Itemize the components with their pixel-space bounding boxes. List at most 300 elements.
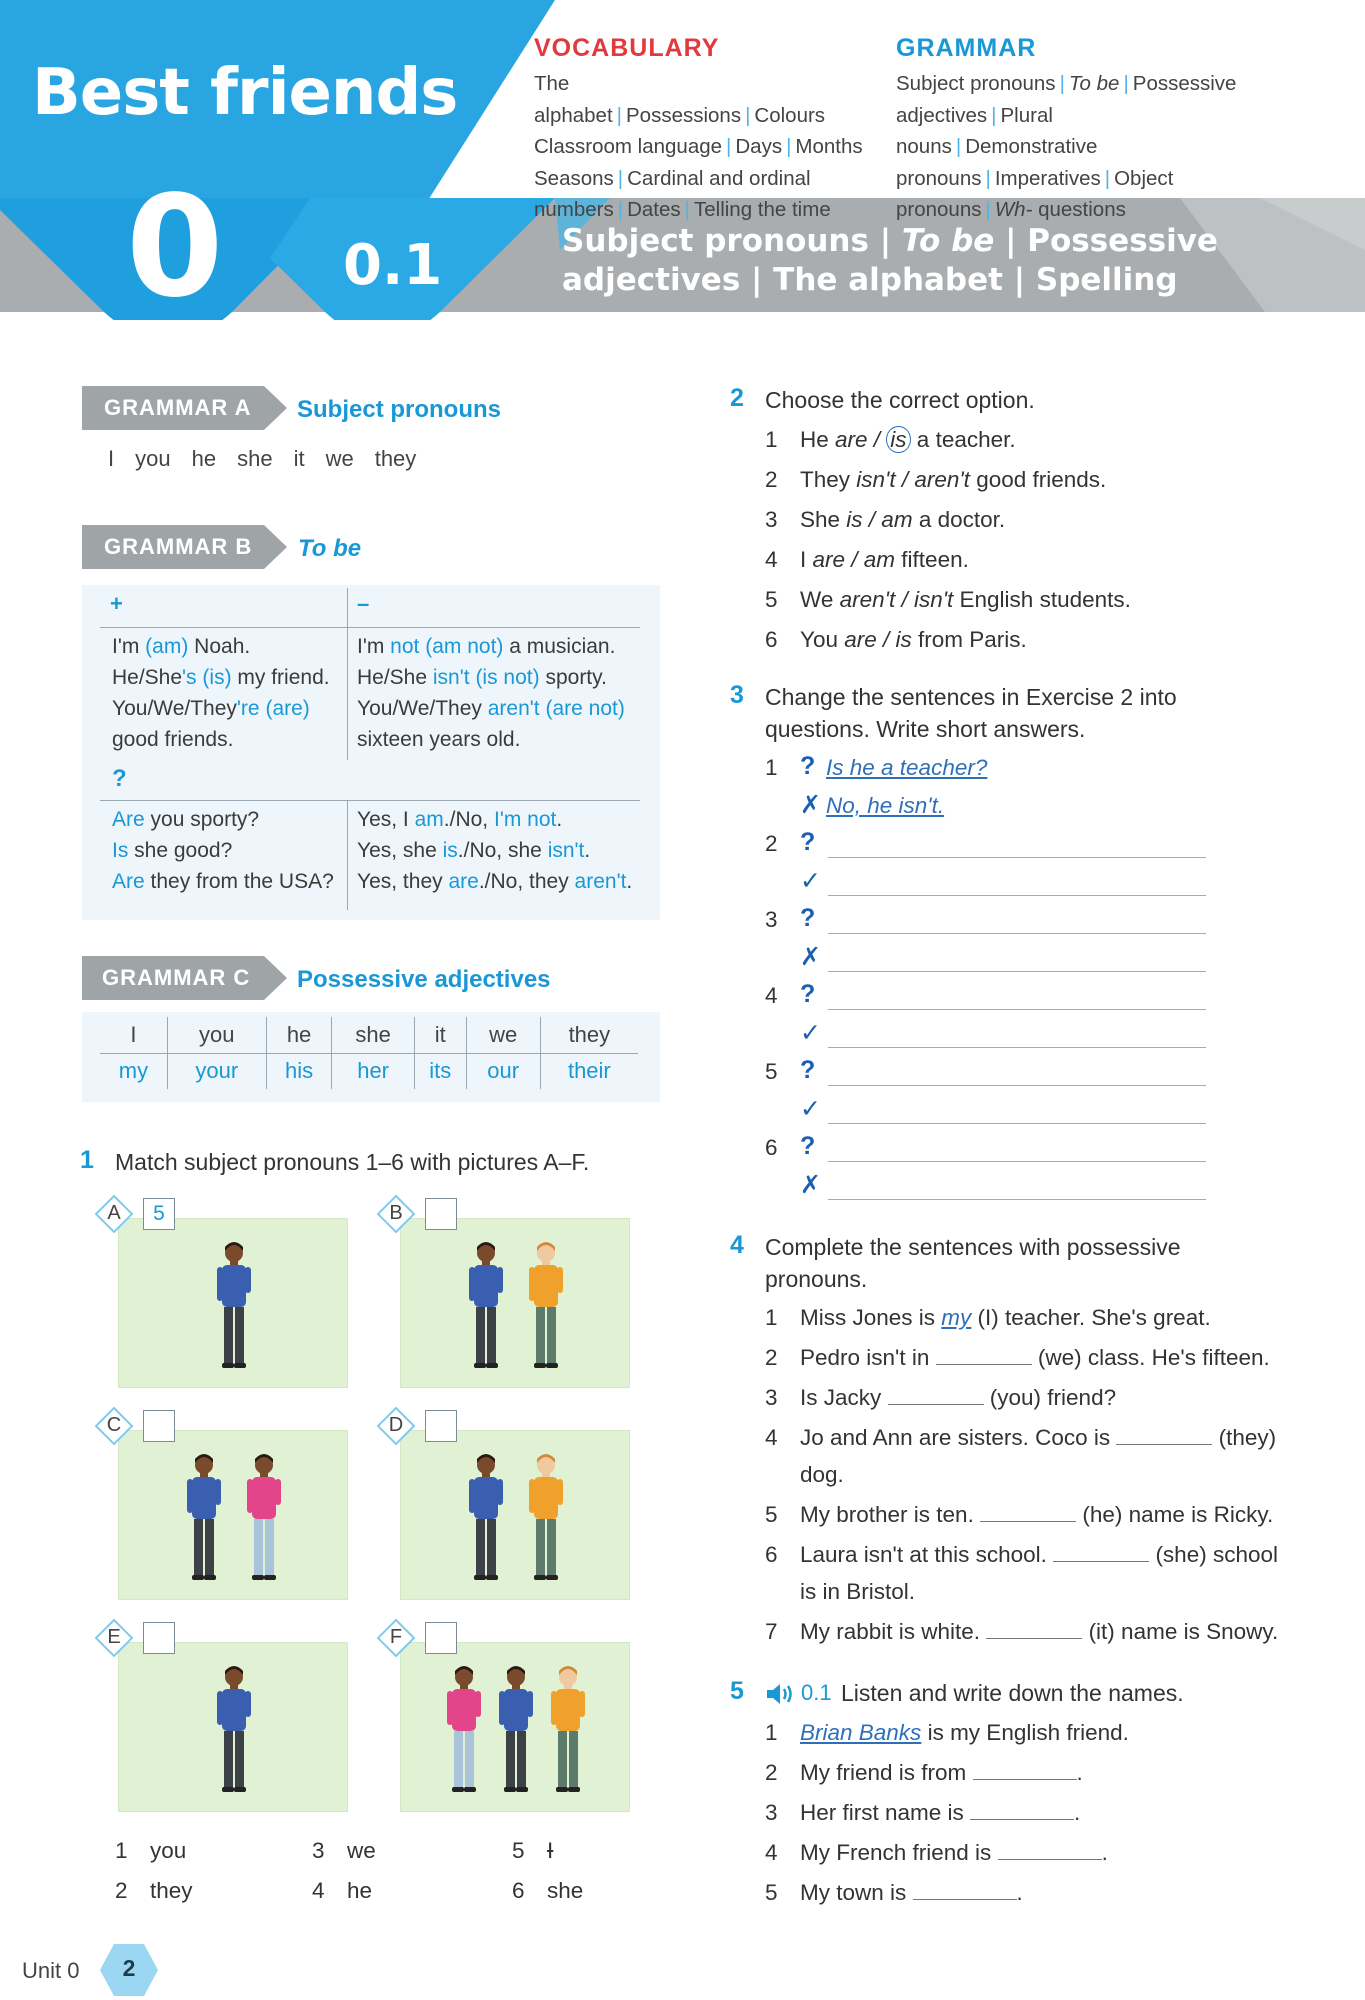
vocabulary-topic: The alphabet bbox=[534, 72, 613, 127]
verb-form: 's bbox=[182, 666, 197, 689]
verb-form: Are bbox=[112, 808, 145, 831]
question-mark-symbol: ? bbox=[800, 904, 816, 932]
separator: | bbox=[991, 103, 997, 127]
exercise-3-instruction bbox=[765, 681, 1177, 745]
option-number: 2 bbox=[115, 1878, 128, 1903]
table-divider bbox=[100, 800, 640, 801]
item-text bbox=[800, 1343, 1270, 1373]
item-text bbox=[800, 505, 1005, 535]
grammar-c-tag: GRAMMAR C bbox=[102, 965, 251, 990]
item-text bbox=[800, 1423, 1276, 1453]
item-number: 5 bbox=[765, 1059, 778, 1084]
subject-pronoun: you bbox=[135, 446, 171, 471]
item-number: 5 bbox=[765, 1502, 778, 1527]
subject-pronoun-cell: she bbox=[332, 1017, 414, 1053]
possessive-adjective-cell: your bbox=[167, 1053, 266, 1089]
grammar-b-tag: GRAMMAR B bbox=[104, 534, 253, 559]
exercise-2-instruction: Choose the correct option. bbox=[765, 387, 1035, 413]
grammar-line bbox=[896, 194, 1246, 226]
lesson-title-to-be: To be bbox=[901, 223, 995, 259]
text-run: good friends. bbox=[112, 728, 234, 751]
item-number: 1 bbox=[765, 1720, 778, 1745]
lesson-number: 0.1 bbox=[343, 233, 443, 298]
possessive-adjectives-table bbox=[100, 1017, 638, 1089]
answer-blank[interactable] bbox=[998, 1840, 1102, 1860]
subject-pronoun: it bbox=[293, 446, 305, 471]
text-run: sporty. bbox=[539, 666, 607, 689]
item-text bbox=[800, 1718, 1129, 1748]
possessive-adjective-cell: their bbox=[567, 1058, 611, 1084]
separator: | bbox=[617, 198, 624, 221]
separator: | bbox=[684, 198, 690, 221]
text-run: you sporty? bbox=[144, 808, 260, 831]
to-be-short-answers bbox=[357, 804, 632, 897]
item-text bbox=[800, 1878, 1023, 1908]
grammar-topic: Demonstrative bbox=[965, 135, 1098, 158]
audio-icon[interactable] bbox=[765, 1681, 795, 1707]
text-run: Pedro isn't in bbox=[800, 1345, 936, 1370]
answer-blank[interactable] bbox=[970, 1800, 1074, 1820]
exercise-1-number: 1 bbox=[80, 1146, 94, 1174]
item-number-text: 1 bbox=[765, 755, 778, 780]
picture-letter: F bbox=[389, 1626, 403, 1648]
text-run: Noah. bbox=[188, 635, 251, 658]
table-line bbox=[112, 631, 330, 662]
grammar-topic: adjectives bbox=[896, 103, 988, 127]
verb-form: not bbox=[390, 635, 420, 658]
people-illustration bbox=[401, 1431, 631, 1601]
text-run: ./No, she bbox=[457, 839, 548, 862]
item-number: 4 bbox=[765, 1840, 778, 1865]
vocabulary-topic: Days bbox=[735, 135, 783, 158]
unit-number: 0 bbox=[126, 166, 224, 329]
item-text bbox=[800, 585, 1131, 615]
text-run: I'm bbox=[112, 635, 146, 658]
tick-mark-symbol: ✓ bbox=[800, 867, 821, 895]
verb-form: am bbox=[414, 808, 444, 831]
table-line bbox=[112, 662, 330, 693]
subject-pronoun-cell: we bbox=[466, 1017, 540, 1053]
text-run: she good? bbox=[128, 839, 233, 862]
exercise-5-instruction: Listen and write down the names. bbox=[841, 1680, 1184, 1706]
text-run: . bbox=[556, 808, 563, 831]
answer-write-line[interactable] bbox=[828, 1199, 1206, 1200]
item-number: 2 bbox=[765, 831, 778, 856]
tick-mark-symbol: ✓ bbox=[800, 1095, 821, 1123]
audio-track-number: 0.1 bbox=[801, 1680, 832, 1705]
item-text bbox=[800, 1383, 1116, 1413]
exercise-4-number: 4 bbox=[730, 1231, 744, 1259]
subject-pronoun: he bbox=[191, 446, 217, 471]
question-write-line[interactable] bbox=[828, 1161, 1206, 1162]
text-run: fifteen. bbox=[895, 547, 969, 572]
example-question: Is he a teacher? bbox=[826, 755, 988, 780]
picture-letter: C bbox=[106, 1414, 122, 1436]
text-run: He bbox=[800, 427, 836, 452]
item-number: 1 bbox=[765, 427, 778, 452]
picture-letter: D bbox=[388, 1414, 404, 1436]
example-answer: Brian Banks bbox=[800, 1720, 922, 1745]
vocabulary-topic: Seasons bbox=[534, 166, 614, 190]
option-choice[interactable]: is / am bbox=[846, 507, 913, 532]
negative-symbol: – bbox=[357, 591, 370, 616]
vocabulary-line bbox=[534, 163, 864, 195]
grammar-line bbox=[896, 163, 1246, 195]
verb-form: (are not) bbox=[545, 697, 625, 720]
item-number: 6 bbox=[765, 1542, 778, 1567]
grammar-topic: Plural nouns bbox=[896, 103, 1053, 158]
item-number: 3 bbox=[765, 907, 778, 932]
table-line bbox=[357, 866, 632, 897]
table-line bbox=[357, 835, 632, 866]
verb-form: are bbox=[448, 870, 479, 893]
lesson-title bbox=[562, 222, 1218, 300]
grammar-topic: Subject pronouns bbox=[896, 72, 1056, 95]
table-divider bbox=[100, 627, 640, 628]
exercise-4-instruction-line1: Complete the sentences with possessive bbox=[765, 1234, 1181, 1260]
possessive-adjective-cell: our bbox=[466, 1053, 540, 1089]
picture-b bbox=[400, 1218, 630, 1388]
text-run: Jo and Ann are sisters. Coco is bbox=[800, 1425, 1117, 1450]
lesson-title-line1: Subject pronouns | To be | Possessive bbox=[562, 223, 1218, 259]
item-text bbox=[800, 1617, 1278, 1647]
option-choice[interactable]: aren't / isn't bbox=[839, 587, 954, 612]
text-run: She bbox=[800, 507, 847, 532]
possessive-adjective-cell: its bbox=[414, 1053, 466, 1089]
text-run: (you) friend? bbox=[983, 1385, 1117, 1410]
text-run: . bbox=[584, 839, 591, 862]
text-run: You/We/They bbox=[112, 697, 237, 720]
text-run: (he) name is Ricky. bbox=[1076, 1502, 1274, 1527]
separator: | bbox=[985, 198, 991, 221]
answer-box[interactable] bbox=[425, 1198, 457, 1230]
item-text bbox=[800, 1838, 1108, 1868]
table-line bbox=[112, 804, 334, 835]
verb-form: (is not) bbox=[475, 666, 540, 689]
item-number: 2 bbox=[765, 1345, 778, 1370]
item-number: 6 bbox=[765, 1135, 778, 1160]
text-run: They bbox=[800, 467, 857, 492]
table-line bbox=[357, 631, 625, 662]
option-choice[interactable]: are / am bbox=[812, 547, 896, 572]
verb-form: (is) bbox=[202, 666, 232, 689]
text-run: You/We/They bbox=[357, 697, 488, 720]
picture-c bbox=[118, 1430, 348, 1600]
exercise-2-number: 2 bbox=[730, 384, 744, 412]
item-text bbox=[800, 425, 1016, 455]
table-line bbox=[357, 724, 625, 755]
grammar-topic: pronouns bbox=[896, 198, 982, 221]
text-run: . bbox=[1076, 1760, 1083, 1785]
answer-box[interactable]: 5 bbox=[143, 1198, 175, 1230]
table-column-divider bbox=[347, 800, 348, 910]
people-illustration bbox=[119, 1219, 349, 1389]
subject-pronoun: I bbox=[108, 446, 115, 471]
answer-blank[interactable] bbox=[1116, 1425, 1212, 1445]
verb-form: (am not) bbox=[425, 635, 504, 658]
exercise-5-number: 5 bbox=[730, 1677, 744, 1705]
text-run: Her first name is bbox=[800, 1800, 971, 1825]
exercise-3-instruction-line2: questions. Write short answers. bbox=[765, 716, 1086, 742]
text-run: . bbox=[1101, 1840, 1108, 1865]
text-run: they from the USA? bbox=[144, 870, 334, 893]
item-text bbox=[800, 1798, 1080, 1828]
subject-pronoun: she bbox=[237, 446, 273, 471]
separator: | bbox=[786, 135, 792, 158]
text-run: Laura isn't at this school. bbox=[800, 1542, 1054, 1567]
answer-box[interactable] bbox=[143, 1410, 175, 1442]
grammar-topic: pronouns bbox=[896, 166, 982, 190]
answer-blank[interactable] bbox=[986, 1619, 1082, 1639]
text-run: . bbox=[1016, 1880, 1023, 1905]
verb-form: 're bbox=[236, 697, 260, 720]
text-run: My town is bbox=[800, 1880, 913, 1905]
picture-letter: A bbox=[107, 1202, 121, 1224]
cross-mark-symbol: ✗ bbox=[800, 791, 821, 819]
text-run: English students. bbox=[953, 587, 1131, 612]
table-line bbox=[357, 662, 625, 693]
exercise-3-number: 3 bbox=[730, 681, 744, 709]
to-be-negative bbox=[357, 631, 625, 755]
item-number: 3 bbox=[765, 1385, 778, 1410]
separator: | bbox=[1104, 166, 1111, 190]
option-number: 3 bbox=[312, 1838, 325, 1863]
option-word: you bbox=[150, 1838, 187, 1863]
text-run: (she) school bbox=[1149, 1542, 1278, 1567]
vocabulary-topic: Possessions bbox=[626, 103, 742, 127]
text-run: my friend. bbox=[231, 666, 330, 689]
grammar-line bbox=[896, 68, 1246, 100]
text-run: ./No, bbox=[443, 808, 494, 831]
answer-write-line[interactable] bbox=[828, 971, 1206, 972]
separator: | bbox=[1123, 72, 1129, 95]
picture-letter: E bbox=[107, 1626, 121, 1648]
item-number: 2 bbox=[765, 1760, 778, 1785]
item-number: 5 bbox=[765, 587, 778, 612]
table-line bbox=[357, 804, 632, 835]
text-run: (it) name is Snowy. bbox=[1082, 1619, 1279, 1644]
text-run: My rabbit is white. bbox=[800, 1619, 987, 1644]
text-run: Miss Jones is bbox=[800, 1305, 942, 1330]
verb-form: is bbox=[442, 839, 458, 862]
option-choice[interactable]: isn't / aren't bbox=[856, 467, 970, 492]
item-number: 5 bbox=[765, 1880, 778, 1905]
wh-prefix: Wh- bbox=[994, 198, 1033, 221]
separator: | bbox=[745, 103, 751, 127]
text-run: He/She bbox=[112, 666, 183, 689]
text-run: good friends. bbox=[969, 467, 1107, 492]
text-run: He/She bbox=[357, 666, 433, 689]
text-run: Yes, they bbox=[357, 870, 449, 893]
verb-form: aren't bbox=[574, 870, 627, 893]
subject-pronoun-cell: they bbox=[540, 1017, 638, 1053]
verb-form: (are) bbox=[265, 697, 310, 720]
grammar-topic: To be bbox=[1068, 72, 1120, 95]
vocabulary-topic: Classroom language bbox=[534, 135, 723, 158]
separator: | bbox=[985, 166, 991, 190]
verb-form: isn't bbox=[547, 839, 585, 862]
separator: | bbox=[1059, 72, 1065, 95]
text-run: . bbox=[1074, 1800, 1081, 1825]
people-illustration bbox=[119, 1431, 349, 1601]
verb-form: Is bbox=[112, 839, 129, 862]
item-number: 7 bbox=[765, 1619, 778, 1644]
question-write-line[interactable] bbox=[828, 1085, 1206, 1086]
text-run: Yes, I bbox=[357, 808, 415, 831]
tick-mark-symbol: ✓ bbox=[800, 1019, 821, 1047]
question-mark-symbol: ? bbox=[800, 828, 816, 856]
subject-pronoun-cell: it bbox=[414, 1017, 466, 1053]
answer-box[interactable] bbox=[425, 1622, 457, 1654]
possessive-adjective-cell: my bbox=[100, 1053, 167, 1089]
vocabulary-topic: numbers bbox=[534, 198, 614, 221]
question-symbol: ? bbox=[112, 765, 127, 792]
exercise-3-instruction-line1: Change the sentences in Exercise 2 into bbox=[765, 684, 1177, 710]
table-line bbox=[112, 724, 330, 755]
text-run: (we) class. He's fifteen. bbox=[1031, 1345, 1270, 1370]
separator: | bbox=[616, 103, 622, 127]
item-text bbox=[800, 1303, 1211, 1333]
option-choice[interactable]: are / bbox=[835, 427, 887, 452]
item-number: 4 bbox=[765, 547, 778, 572]
question-mark-symbol: ? bbox=[800, 1132, 816, 1160]
subject-row bbox=[100, 1017, 638, 1053]
answer-write-line[interactable] bbox=[828, 1123, 1206, 1124]
text-run: . bbox=[626, 870, 633, 893]
option-choice[interactable]: are / is bbox=[844, 627, 912, 652]
option-number: 5 bbox=[512, 1838, 525, 1863]
table-line bbox=[112, 693, 330, 724]
option-number: 6 bbox=[512, 1878, 525, 1903]
answer-blank[interactable] bbox=[913, 1880, 1017, 1900]
verb-form: aren't bbox=[487, 697, 540, 720]
possessive-row bbox=[100, 1053, 638, 1089]
subject-pronoun-cell: he bbox=[266, 1017, 332, 1053]
separator: | bbox=[617, 166, 624, 190]
grammar-a-tag: GRAMMAR A bbox=[104, 395, 252, 420]
grammar-heading: GRAMMAR bbox=[896, 34, 1037, 62]
option-number: 4 bbox=[312, 1878, 325, 1903]
to-be-questions bbox=[112, 804, 334, 897]
text-run: My French friend is bbox=[800, 1840, 998, 1865]
answer-write-line[interactable] bbox=[828, 895, 1206, 896]
example-answer: my bbox=[941, 1305, 972, 1330]
answer-write-line[interactable] bbox=[828, 1047, 1206, 1048]
page-number: 2 bbox=[122, 1955, 136, 1981]
grammar-line bbox=[896, 100, 1246, 163]
item-number: 4 bbox=[765, 1425, 778, 1450]
answer-box[interactable] bbox=[425, 1410, 457, 1442]
grammar-b-topic: To be bbox=[298, 535, 362, 562]
item-text bbox=[800, 465, 1106, 495]
question-write-line[interactable] bbox=[828, 1009, 1206, 1010]
positive-symbol: + bbox=[110, 591, 123, 616]
text-run: We bbox=[800, 587, 840, 612]
table-line bbox=[112, 835, 334, 866]
people-illustration bbox=[401, 1219, 631, 1389]
item-text bbox=[800, 545, 969, 575]
item-number: 2 bbox=[765, 467, 778, 492]
picture-f bbox=[400, 1642, 630, 1812]
subject-pronoun-list bbox=[108, 446, 437, 472]
question-write-line[interactable] bbox=[828, 857, 1206, 858]
vocabulary-topic: Dates bbox=[627, 198, 681, 221]
text-run: is in Bristol. bbox=[800, 1579, 916, 1604]
question-mark-symbol: ? bbox=[800, 1056, 816, 1084]
vocabulary-line bbox=[534, 131, 864, 163]
lesson-title-line2: adjectives | The alphabet | Spelling bbox=[562, 262, 1178, 298]
grammar-topic: Object bbox=[1114, 166, 1174, 190]
picture-e bbox=[118, 1642, 348, 1812]
text-run: I'm bbox=[357, 635, 391, 658]
text-run: sixteen years old. bbox=[357, 728, 521, 751]
item-text bbox=[800, 625, 1027, 655]
item-text bbox=[800, 1758, 1083, 1788]
exercise-4-instruction-line2: pronouns. bbox=[765, 1266, 868, 1292]
text-run: Yes, she bbox=[357, 839, 443, 862]
vocabulary-heading: VOCABULARY bbox=[534, 34, 720, 62]
vocabulary-topic: Cardinal and ordinal bbox=[627, 166, 811, 190]
option-word: we bbox=[347, 1838, 376, 1863]
verb-form: isn't bbox=[432, 666, 470, 689]
option-word: I bbox=[547, 1838, 554, 1863]
vocabulary-topic: Months bbox=[795, 135, 863, 158]
grammar-topic: Imperatives bbox=[994, 166, 1101, 190]
picture-d bbox=[400, 1430, 630, 1600]
text-run: My friend is from bbox=[800, 1760, 973, 1785]
separator: | bbox=[726, 135, 732, 158]
answer-blank[interactable] bbox=[980, 1502, 1076, 1522]
text-run: Is Jacky bbox=[800, 1385, 888, 1410]
people-illustration bbox=[119, 1643, 349, 1813]
table-line bbox=[357, 693, 625, 724]
text-run: from Paris. bbox=[911, 627, 1027, 652]
grammar-c-topic: Possessive adjectives bbox=[297, 966, 551, 993]
answer-blank[interactable] bbox=[1053, 1542, 1149, 1562]
circled-answer[interactable]: is bbox=[886, 426, 910, 453]
text-run: ./No, they bbox=[478, 870, 575, 893]
text-run: a teacher. bbox=[910, 427, 1016, 452]
item-text bbox=[800, 1540, 1278, 1570]
text-run: (they) bbox=[1212, 1425, 1277, 1450]
subject-pronoun-cell: I bbox=[100, 1017, 167, 1053]
answer-blank[interactable] bbox=[888, 1385, 984, 1405]
option-word: she bbox=[547, 1878, 584, 1903]
item-number: 3 bbox=[765, 507, 778, 532]
grammar-topic: Wh- questions bbox=[994, 198, 1126, 221]
subject-pronoun: we bbox=[325, 446, 354, 471]
item-text bbox=[800, 1577, 915, 1607]
to-be-positive bbox=[112, 631, 330, 755]
footer-unit-label: Unit 0 bbox=[22, 1958, 80, 1983]
item-number: 1 bbox=[765, 1305, 778, 1330]
exercise-1-instruction: Match subject pronouns 1–6 with pictures A–F. bbox=[115, 1149, 590, 1175]
answer-blank[interactable] bbox=[973, 1760, 1077, 1780]
question-write-line[interactable] bbox=[828, 933, 1206, 934]
exercise-4-instruction bbox=[765, 1231, 1181, 1295]
answer-box[interactable] bbox=[143, 1622, 175, 1654]
item-number: 6 bbox=[765, 627, 778, 652]
vocabulary-topic: Telling the time bbox=[693, 198, 831, 221]
people-illustration bbox=[401, 1643, 631, 1813]
table-line bbox=[112, 866, 334, 897]
item-text bbox=[800, 1500, 1273, 1530]
text-run: is my English friend. bbox=[921, 1720, 1129, 1745]
verb-form: Are bbox=[112, 870, 145, 893]
separator: | bbox=[955, 135, 962, 158]
unit-title: Best friends bbox=[32, 56, 458, 130]
answer-blank[interactable] bbox=[936, 1345, 1032, 1365]
